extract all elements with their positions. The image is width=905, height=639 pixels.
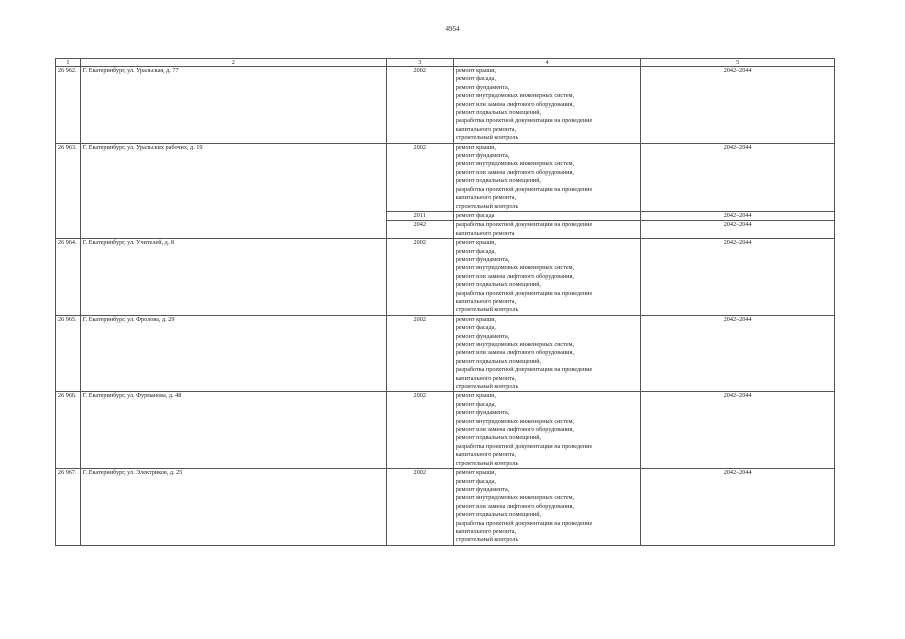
- work-item: капитального ремонта,: [455, 125, 517, 133]
- work-item: ремонт фундамента,: [455, 255, 510, 263]
- work-item: капитального ремонта: [455, 229, 515, 237]
- work-item: ремонт подвальных помещений,: [455, 177, 542, 185]
- work-item: ремонт внутридомовых инженерных систем,: [455, 494, 575, 502]
- work-item: строительный контроль: [455, 202, 519, 210]
- works-cell: [453, 469, 641, 546]
- works-cell: [453, 392, 641, 469]
- capital-repair-table: [55, 58, 835, 546]
- year-cell: 2002: [386, 239, 453, 316]
- row-number: 26 967.: [56, 469, 81, 546]
- work-item: ремонт подвальных помещений,: [455, 357, 542, 365]
- work-item: разработка проектной документации на проведение: [455, 117, 593, 125]
- table-row: [56, 392, 835, 469]
- work-item: капитального ремонта,: [455, 451, 517, 459]
- work-item: ремонт или замена лифтового оборудования,: [455, 502, 574, 510]
- work-item: капитального ремонта,: [455, 374, 517, 382]
- table-row: [56, 67, 835, 144]
- table-header: [56, 59, 835, 67]
- work-item: капитального ремонта,: [455, 527, 517, 535]
- table-row: [56, 315, 835, 392]
- year-cell: 2011: [386, 211, 453, 220]
- work-item: строительный контроль: [455, 134, 519, 142]
- address-cell: Г. Екатеринбург, ул. Электриков, д. 25: [80, 469, 386, 546]
- work-item: ремонт или замена лифтового оборудования,: [455, 168, 574, 176]
- column-header: 2: [80, 59, 386, 67]
- work-item: ремонт крыши,: [455, 469, 497, 477]
- work-item: разработка проектной документации на проведение: [455, 289, 593, 297]
- work-item: разработка проектной документации на проведение: [455, 221, 593, 229]
- work-item: ремонт фасада,: [455, 75, 496, 83]
- work-item: ремонт или замена лифтового оборудования,: [455, 349, 574, 357]
- year-cell: 2002: [386, 392, 453, 469]
- work-item: ремонт внутридомовых инженерных систем,: [455, 417, 575, 425]
- work-item: ремонт крыши,: [455, 315, 497, 323]
- row-number: 26 965.: [56, 315, 81, 392]
- work-item: ремонт крыши,: [455, 239, 497, 247]
- work-item: ремонт или замена лифтового оборудования,: [455, 426, 574, 434]
- work-item: ремонт внутридомовых инженерных систем,: [455, 160, 575, 168]
- page-number: 4954: [445, 25, 460, 33]
- address-cell: Г. Екатеринбург, ул. Фурманова, д. 48: [80, 392, 386, 469]
- year-cell: 2002: [386, 315, 453, 392]
- period-cell: 2042–2044: [641, 469, 835, 546]
- works-cell: [453, 315, 641, 392]
- row-number: 26 963.: [56, 143, 81, 238]
- period-cell: 2042–2044: [641, 221, 835, 239]
- work-item: разработка проектной документации на проведение: [455, 185, 593, 193]
- work-item: ремонт подвальных помещений,: [455, 281, 542, 289]
- work-item: ремонт фасада,: [455, 324, 496, 332]
- row-number: 26 964.: [56, 239, 81, 316]
- work-item: ремонт фундамента,: [455, 409, 510, 417]
- address-cell: Г. Екатеринбург, ул. Уральская, д. 77: [80, 67, 386, 144]
- year-cell: 2002: [386, 143, 453, 211]
- column-header: 4: [453, 59, 641, 67]
- period-cell: 2042–2044: [641, 392, 835, 469]
- work-item: строительный контроль: [455, 536, 519, 544]
- table-row: [56, 469, 835, 546]
- row-number: 26 966.: [56, 392, 81, 469]
- period-cell: 2042–2044: [641, 315, 835, 392]
- work-item: ремонт внутридомовых инженерных систем,: [455, 264, 575, 272]
- work-item: строительный контроль: [455, 383, 519, 391]
- work-item: ремонт подвальных помещений,: [455, 511, 542, 519]
- work-item: ремонт фасада,: [455, 247, 496, 255]
- work-item: разработка проектной документации на проведение: [455, 442, 593, 450]
- period-cell: 2042–2044: [641, 67, 835, 144]
- table-body: [56, 67, 835, 546]
- work-item: ремонт крыши,: [455, 392, 497, 400]
- work-item: ремонт фасада,: [455, 477, 496, 485]
- address-cell: Г. Екатеринбург, ул. Учителей, д. 8: [80, 239, 386, 316]
- work-item: ремонт или замена лифтового оборудования,: [455, 100, 574, 108]
- address-cell: Г. Екатеринбург, ул. Фролова, д. 29: [80, 315, 386, 392]
- work-item: ремонт фундамента,: [455, 83, 510, 91]
- work-item: ремонт внутридомовых инженерных систем,: [455, 92, 575, 100]
- column-header: 5: [641, 59, 835, 67]
- work-item: ремонт фасада: [455, 211, 495, 219]
- work-item: ремонт фундамента,: [455, 485, 510, 493]
- works-cell: [453, 211, 641, 220]
- period-cell: 2042–2044: [641, 211, 835, 220]
- works-cell: [453, 67, 641, 144]
- year-cell: 2042: [386, 221, 453, 239]
- work-item: ремонт фундамента,: [455, 332, 510, 340]
- table-row: [56, 143, 835, 211]
- work-item: разработка проектной документации на проведение: [455, 519, 593, 527]
- period-cell: 2042–2044: [641, 143, 835, 211]
- column-header: 1: [56, 59, 81, 67]
- works-cell: [453, 221, 641, 239]
- work-item: ремонт фасада,: [455, 400, 496, 408]
- work-item: разработка проектной документации на проведение: [455, 366, 593, 374]
- period-cell: 2042–2044: [641, 239, 835, 316]
- work-item: ремонт крыши,: [455, 67, 497, 74]
- column-header: 3: [386, 59, 453, 67]
- work-item: строительный контроль: [455, 306, 519, 314]
- work-item: строительный контроль: [455, 459, 519, 467]
- work-item: ремонт подвальных помещений,: [455, 109, 542, 117]
- work-item: ремонт внутридомовых инженерных систем,: [455, 341, 575, 348]
- year-cell: 2002: [386, 67, 453, 144]
- work-item: ремонт фундамента,: [455, 152, 510, 160]
- work-item: ремонт крыши,: [455, 143, 497, 151]
- table-row: [56, 239, 835, 316]
- column-number-row: [56, 59, 835, 67]
- work-item: капитального ремонта,: [455, 297, 517, 305]
- work-item: ремонт подвальных помещений,: [455, 434, 542, 442]
- address-cell: Г. Екатеринбург, ул. Уральских рабочих, д. 19: [80, 143, 386, 238]
- row-number: 26 962.: [56, 67, 81, 144]
- work-item: ремонт или замена лифтового оборудования,: [455, 272, 574, 280]
- year-cell: 2002: [386, 469, 453, 546]
- work-item: капитального ремонта,: [455, 194, 517, 202]
- works-cell: [453, 143, 641, 211]
- works-cell: [453, 239, 641, 316]
